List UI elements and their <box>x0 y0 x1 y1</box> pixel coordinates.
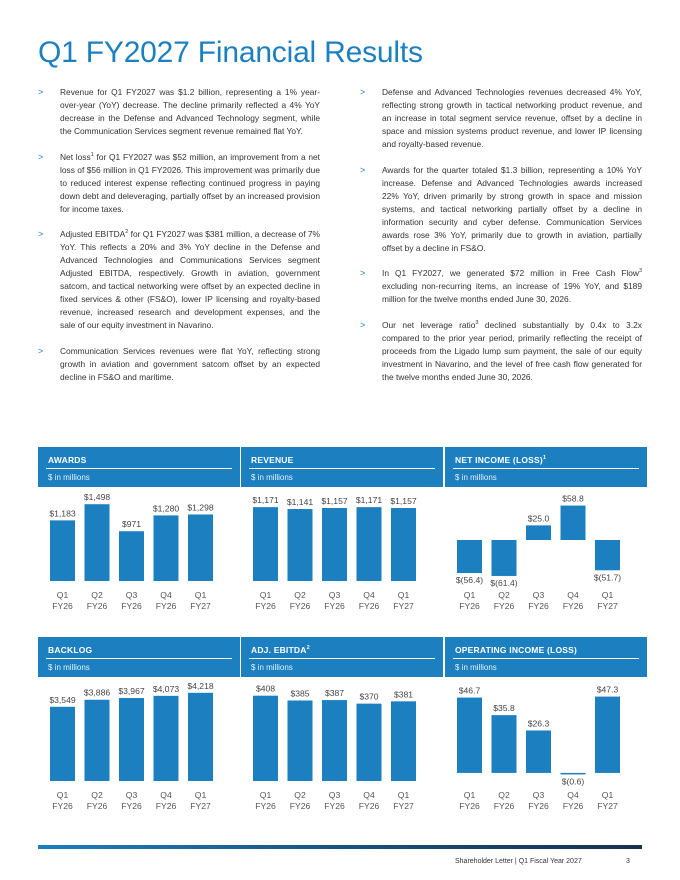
page-title: Q1 FY2027 Financial Results <box>38 36 423 69</box>
bar-value-label: $47.3 <box>596 684 619 695</box>
chart-bar <box>85 700 110 781</box>
bullet-communication-services <box>38 345 320 384</box>
x-tick-label: FY26 <box>155 801 177 811</box>
chart-bar <box>526 730 551 772</box>
x-tick-label: FY26 <box>86 601 108 611</box>
bullet-marker: > <box>38 151 44 162</box>
x-tick-label: Q1 <box>194 590 207 600</box>
bar-value-label: $385 <box>290 688 310 699</box>
bullet-marker: > <box>360 319 366 330</box>
panel-header <box>445 637 647 677</box>
chart-bar <box>188 693 213 781</box>
bar-value-label: $1,280 <box>152 503 180 514</box>
x-tick-label: Q1 <box>463 790 476 800</box>
bullet-free-cash-flow <box>360 267 642 306</box>
x-tick-label: Q2 <box>91 790 103 800</box>
bullet-marker: > <box>38 345 44 356</box>
x-tick-label: Q3 <box>125 590 138 600</box>
bar-value-label: $3,886 <box>83 687 111 698</box>
x-tick-label: Q4 <box>160 590 172 600</box>
right-column <box>360 86 642 396</box>
revenue-chart <box>241 487 443 627</box>
bar-value-label: $3,967 <box>118 686 145 697</box>
x-tick-label: FY26 <box>493 601 515 611</box>
x-tick-label: Q4 <box>567 790 579 800</box>
bullet-awards <box>360 164 642 255</box>
x-tick-label: FY26 <box>52 601 73 611</box>
x-tick-label: Q4 <box>363 790 375 800</box>
chart-bar <box>50 707 75 781</box>
panel-title: BACKLOG <box>48 645 93 655</box>
x-tick-label: Q3 <box>125 790 138 800</box>
bar-value-label: $3,549 <box>49 694 76 705</box>
adj-ebitda-panel <box>241 637 443 817</box>
x-tick-label: FY27 <box>393 801 414 811</box>
x-tick-label: Q1 <box>601 790 614 800</box>
bullet-net-leverage <box>360 319 642 384</box>
x-tick-label: FY26 <box>528 601 549 611</box>
bullet-revenue <box>38 86 320 138</box>
bar-value-label: $1,157 <box>321 496 348 507</box>
bar-value-label: $26.3 <box>527 718 550 729</box>
bar-value-label: $58.8 <box>562 493 584 504</box>
panel-header <box>241 637 443 677</box>
panel-divider <box>249 468 435 469</box>
x-tick-label: FY26 <box>121 801 142 811</box>
x-tick-label: FY26 <box>324 801 345 811</box>
bar-value-label: $35.8 <box>493 703 515 714</box>
x-tick-label: FY26 <box>358 801 380 811</box>
chart-bar <box>50 520 75 581</box>
x-tick-label: FY26 <box>358 601 380 611</box>
panel-subtitle: $ in millions <box>48 663 90 672</box>
bar-value-label: $46.7 <box>458 685 481 696</box>
x-tick-label: Q1 <box>397 790 410 800</box>
chart-bar <box>253 507 278 581</box>
net-income-chart <box>445 487 647 627</box>
panel-subtitle: $ in millions <box>48 473 90 482</box>
x-tick-label: Q3 <box>328 790 341 800</box>
bullet-marker: > <box>360 164 366 175</box>
panel-header <box>241 447 443 487</box>
panel-divider <box>46 468 232 469</box>
bar-value-label: $25.0 <box>527 513 550 524</box>
panel-subtitle: $ in millions <box>455 473 497 482</box>
bullet-defense-revenues <box>360 86 642 151</box>
panel-divider <box>453 468 639 469</box>
x-tick-label: FY26 <box>255 801 276 811</box>
net-income-panel <box>445 447 647 627</box>
x-tick-label: FY26 <box>52 801 73 811</box>
bar-value-label: $408 <box>255 683 276 694</box>
x-tick-label: Q1 <box>397 590 410 600</box>
chart-bar <box>391 701 416 781</box>
x-tick-label: FY27 <box>190 601 211 611</box>
bullet-text: Revenue for Q1 FY2027 was $1.2 billion, representing a 1% year-over-year (YoY) decrease. The decline primarily reflected a 4% YoY decrease in the Defense and Advanced Technology segment, while the Communication Services segment revenue remained flat YoY. <box>60 87 320 136</box>
chart-bar <box>561 773 586 775</box>
chart-bar <box>457 540 482 573</box>
bar-value-label: $1,298 <box>187 502 214 513</box>
x-tick-label: Q4 <box>160 790 172 800</box>
chart-bar <box>119 531 144 581</box>
page-number: 3 <box>626 858 630 865</box>
bar-value-label: $381 <box>393 689 414 700</box>
x-tick-label: FY26 <box>493 801 515 811</box>
bar-value-label: $1,498 <box>83 492 111 503</box>
chart-bar <box>595 697 620 773</box>
x-tick-label: FY26 <box>562 801 584 811</box>
bullet-marker: > <box>38 87 44 97</box>
chart-bar <box>288 509 313 581</box>
panel-header <box>445 447 647 487</box>
x-tick-label: FY26 <box>562 601 584 611</box>
bar-value-label: $971 <box>121 519 142 530</box>
bar-value-label: $1,141 <box>286 497 314 508</box>
chart-bar <box>492 540 517 576</box>
footer-accent-bar <box>38 845 642 849</box>
x-tick-label: Q1 <box>56 590 69 600</box>
panel-header <box>38 637 240 677</box>
x-tick-label: FY26 <box>121 601 142 611</box>
x-tick-label: Q1 <box>259 590 272 600</box>
x-tick-label: Q2 <box>294 790 306 800</box>
panel-title: REVENUE <box>251 455 294 465</box>
x-tick-label: FY27 <box>597 801 618 811</box>
x-tick-label: FY26 <box>289 601 311 611</box>
x-tick-label: FY27 <box>597 601 618 611</box>
awards-chart <box>38 487 240 627</box>
panel-header <box>38 447 240 487</box>
bar-value-label: $(56.4) <box>455 575 484 586</box>
x-tick-label: Q1 <box>601 590 614 600</box>
panel-subtitle: $ in millions <box>251 663 293 672</box>
bar-value-label: $1,171 <box>252 495 279 506</box>
bullet-marker: > <box>360 87 366 97</box>
x-tick-label: FY26 <box>324 601 345 611</box>
left-column <box>38 86 320 396</box>
panel-title: NET INCOME (LOSS)$^1$ <box>455 455 547 465</box>
bullet-adjusted-ebitda <box>38 228 320 332</box>
bullet-text: Net loss$^1$ for Q1 FY2027 was $52 million, an improvement from a net loss of $56 million in Q1 FY2026. This improvement was primarily due to reduced interest expense reflecting continued progress in paying down debt and deleveraging, partially offset by an increased provision for income taxes. <box>60 151 320 214</box>
bullet-marker: > <box>360 268 366 278</box>
bar-value-label: $(0.6) <box>561 776 585 787</box>
footer-text: Shareholder Letter | Q1 Fiscal Year 2027 <box>455 858 582 865</box>
x-tick-label: Q1 <box>259 790 272 800</box>
x-tick-label: FY26 <box>86 801 108 811</box>
panel-title: ADJ. EBITDA$^2$ <box>251 645 310 655</box>
x-tick-label: FY27 <box>190 801 211 811</box>
x-tick-label: Q4 <box>567 590 579 600</box>
chart-bar <box>526 525 551 540</box>
chart-bar <box>253 696 278 781</box>
chart-bar <box>457 698 482 773</box>
chart-bar <box>154 696 179 781</box>
panel-divider <box>46 658 232 659</box>
x-tick-label: FY26 <box>289 801 311 811</box>
panel-divider <box>453 658 639 659</box>
awards-panel <box>38 447 240 627</box>
panel-divider <box>249 658 435 659</box>
bullet-text: Defense and Advanced Technologies revenues decreased 4% YoY, reflecting strong growth in tactical networking product revenue, and an increase in total segment service revenue, offset by a decline in space and mission systems product revenue, and lower IP licensing and royalty-based revenue. <box>382 87 642 149</box>
bar-value-label: $370 <box>359 691 379 702</box>
chart-bar <box>391 508 416 581</box>
x-tick-label: Q1 <box>194 790 207 800</box>
chart-bar <box>357 704 382 781</box>
backlog-chart <box>38 677 240 827</box>
bar-value-label: $(61.4) <box>490 577 518 588</box>
x-tick-label: FY26 <box>528 801 549 811</box>
panel-title: OPERATING INCOME (LOSS) <box>455 645 578 655</box>
operating-income-panel <box>445 637 647 817</box>
chart-bar <box>561 506 586 540</box>
bullet-text: Communication Services revenues were flat YoY, reflecting strong growth in aviation and government satcom offset by an expected decline in FS&O and maritime. <box>60 345 320 382</box>
chart-bar <box>85 504 110 581</box>
bar-value-label: $387 <box>324 688 345 699</box>
adj-ebitda-chart <box>241 677 443 827</box>
chart-bar <box>154 515 179 581</box>
bar-value-label: $4,218 <box>187 680 214 691</box>
bar-value-label: $1,171 <box>355 495 383 506</box>
x-tick-label: Q4 <box>363 590 375 600</box>
panel-subtitle: $ in millions <box>455 663 497 672</box>
chart-bar <box>322 700 347 781</box>
operating-income-chart <box>445 677 647 827</box>
panel-subtitle: $ in millions <box>251 473 293 482</box>
x-tick-label: FY26 <box>459 601 480 611</box>
bar-value-label: $1,183 <box>49 508 76 519</box>
x-tick-label: Q2 <box>294 590 306 600</box>
bar-value-label: $4,073 <box>152 683 180 694</box>
x-tick-label: Q2 <box>91 590 103 600</box>
bullet-net-loss <box>38 151 320 216</box>
bullet-text: Our net leverage ratio$^3$ declined substantially by 0.4x to 3.2x compared to the prior year period, primarily reflecting the receipt of proceeds from the Ligado lump sum payment, the sale of our equity investment in Navarino, and the level of free cash flow generated for the twelve months ended June 30, 2026. <box>382 319 642 382</box>
chart-bar <box>492 715 517 773</box>
chart-bar <box>119 698 144 781</box>
x-tick-label: FY26 <box>255 601 276 611</box>
backlog-panel <box>38 637 240 817</box>
x-tick-label: FY26 <box>155 601 177 611</box>
bar-value-label: $1,157 <box>390 496 417 507</box>
bullet-text: Adjusted EBITDA$^2$ for Q1 FY2027 was $381 million, a decrease of 7% YoY. This reflects a 20% and 3% YoY decline in the Defense and Advanced Technologies and Communications Services segment Adjusted EBITDA, respectively. Growth in aviation, government satcom, and tactical networking were offset by an expected decline in fixed services & other (FS&O), lower IP licensing and royalty-based revenue, increased research and development expenses, and the sale of our equity investment in Navarino. <box>60 229 320 330</box>
x-tick-label: FY26 <box>459 801 480 811</box>
x-tick-label: Q3 <box>328 590 341 600</box>
chart-bar <box>595 540 620 570</box>
bullet-text: In Q1 FY2027, we generated $72 million in Free Cash Flow$^3$ excluding non-recurring items, an increase of 19% YoY, and $189 million for the twelve months ended June 30, 2026. <box>382 268 642 304</box>
x-tick-label: FY27 <box>393 601 414 611</box>
x-tick-label: Q2 <box>498 590 510 600</box>
chart-bar <box>322 508 347 581</box>
x-tick-label: Q3 <box>532 590 545 600</box>
bullet-marker: > <box>38 229 44 239</box>
x-tick-label: Q2 <box>498 790 510 800</box>
revenue-panel <box>241 447 443 627</box>
panel-title: AWARDS <box>48 455 87 465</box>
bullet-text: Awards for the quarter totaled $1.3 billion, representing a 10% YoY increase. Defense and Advanced Technologies awards increased 22% YoY, driven primarily by strong growth in space and mission systems, and tactical networking partially offset by a decline in information security and cyber defense. Communication Services awards rose 3% YoY, primarily due to growth in aviation, partially offset by a decline in FS&O. <box>382 164 642 253</box>
x-tick-label: Q1 <box>56 790 69 800</box>
chart-bar <box>288 701 313 782</box>
chart-bar <box>357 507 382 581</box>
x-tick-label: Q3 <box>532 790 545 800</box>
x-tick-label: Q1 <box>463 590 476 600</box>
chart-bar <box>188 514 213 581</box>
bar-value-label: $(51.7) <box>593 572 622 583</box>
